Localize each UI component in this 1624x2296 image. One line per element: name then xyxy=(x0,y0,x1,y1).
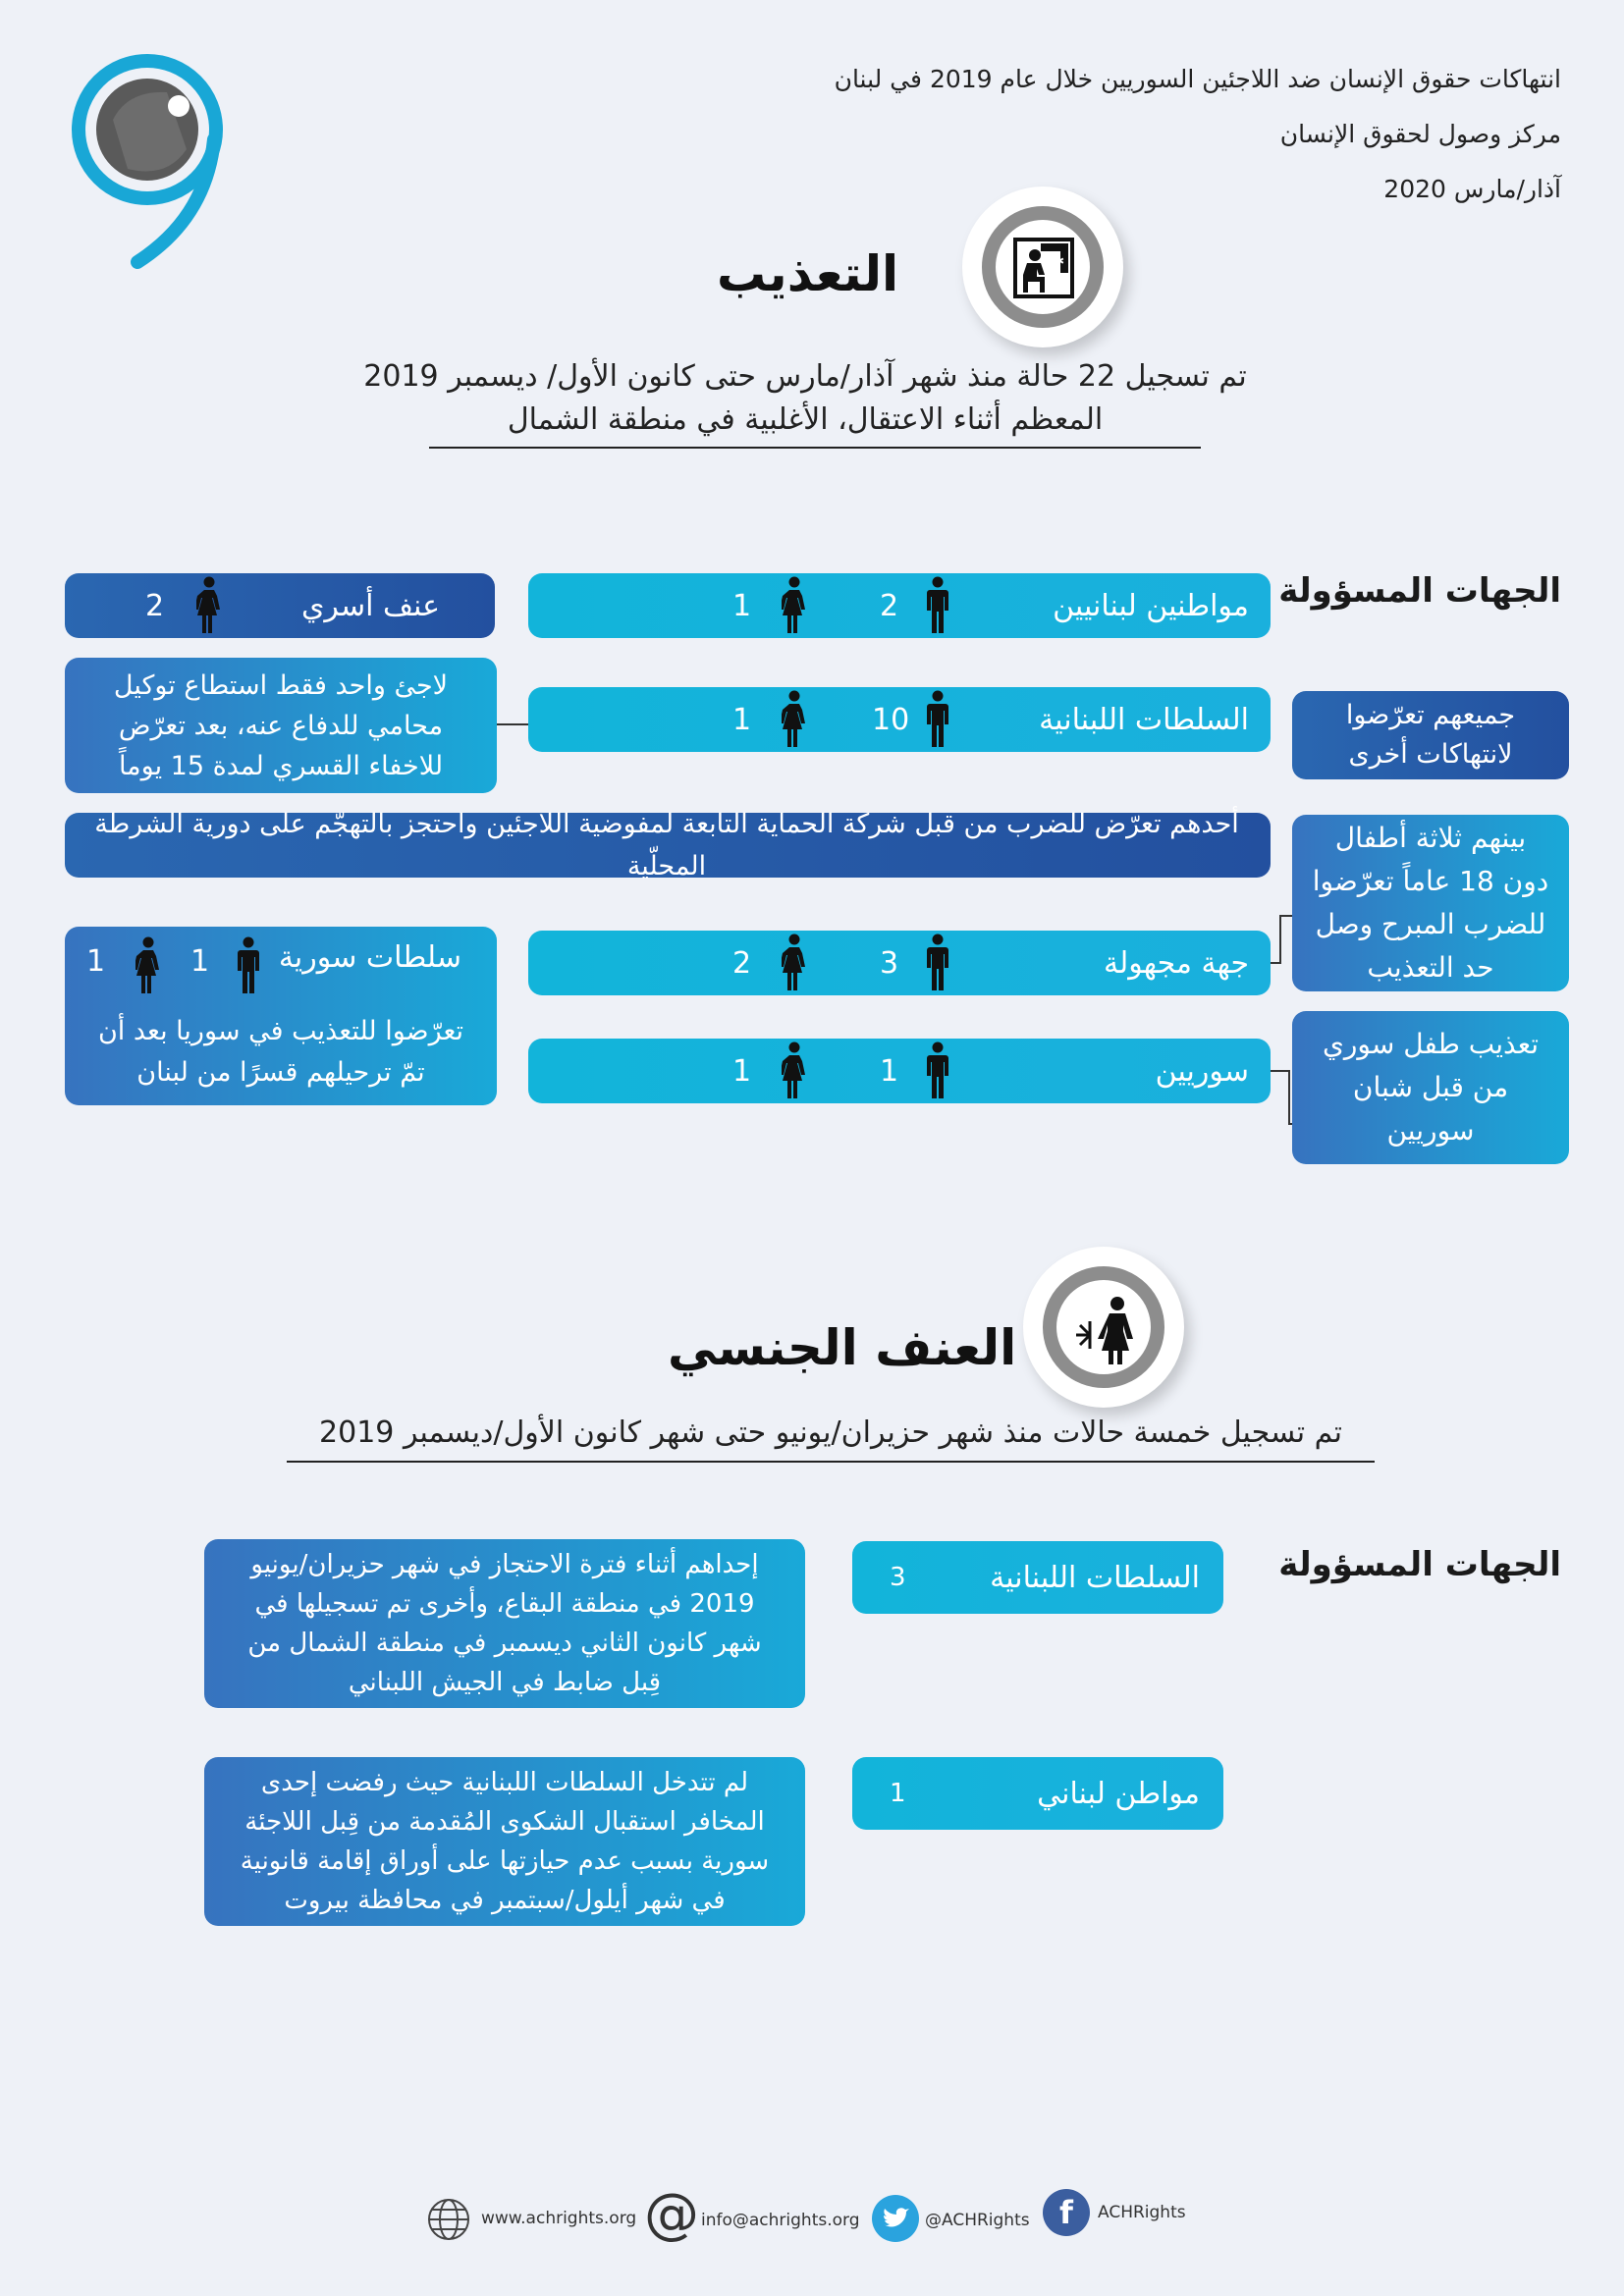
torture-domestic-violence xyxy=(65,573,495,638)
connector-line xyxy=(497,723,528,725)
header-report-title: انتهاكات حقوق الإنسان ضد اللاجئين السوريين خلال عام 2019 في لبنان xyxy=(834,65,1561,93)
man-icon xyxy=(925,934,950,992)
svg-text:✱: ✱ xyxy=(1055,254,1065,268)
row-label: سوريين xyxy=(1155,1053,1249,1089)
women-count: 1 xyxy=(732,588,752,623)
sexual-row-lebanese-citizen xyxy=(852,1757,1223,1830)
count: 3 xyxy=(890,1563,906,1592)
note-text: إحداهم أثناء فترة الاحتجاز في شهر حزيران/يونيو 2019 في منطقة البقاع، وأخرى تم تسجيلها في شهر كانون الثاني ديسمبر في منطقة الشمال من قِبل ضابط في الجيش اللبناني xyxy=(247,1550,762,1697)
row-label: جهة مجهولة xyxy=(1104,945,1249,981)
logo xyxy=(59,51,236,277)
woman-icon xyxy=(782,934,807,992)
torture-subtitle xyxy=(363,355,1247,442)
sexual-row-lebanese-authorities-note xyxy=(204,1539,805,1708)
globe-icon xyxy=(426,2197,471,2242)
row-label: مواطن لبناني xyxy=(1037,1776,1200,1811)
footer-website[interactable]: www.achrights.org xyxy=(481,2209,637,2228)
footer-facebook[interactable]: ACHRights xyxy=(1098,2203,1186,2222)
footer-twitter[interactable]: @ACHRights xyxy=(925,2211,1030,2230)
women-count: 2 xyxy=(732,945,752,981)
torture-row-lebanese-citizens xyxy=(528,573,1271,638)
man-icon xyxy=(925,690,950,749)
header-date: آذار/مارس 2020 xyxy=(1383,175,1561,203)
connector-line xyxy=(1279,915,1292,917)
torture-syrian-child-note xyxy=(1292,1011,1569,1164)
men-count: 10 xyxy=(872,702,910,737)
torture-syrian-authorities xyxy=(65,927,497,1105)
torture-unhcr-note xyxy=(65,809,1271,881)
woman-icon xyxy=(135,936,161,995)
man-icon xyxy=(236,936,261,995)
men-count: 2 xyxy=(880,588,899,623)
sexual-violence-subtitle-rule xyxy=(287,1461,1375,1463)
sexual-responsible-label: الجهات المسؤولة xyxy=(1278,1545,1561,1584)
torture-row-lebanese-authorities xyxy=(528,687,1271,752)
note-text: بينهم ثلاثة أطفال دون 18 عاماً تعرّضوا للضرب المبرح وصل حد التعذيب xyxy=(1312,822,1549,984)
torture-lawyer-note xyxy=(65,658,497,793)
connector-line xyxy=(1279,915,1281,964)
header-org-name: مركز وصول لحقوق الإنسان xyxy=(1279,120,1561,148)
facebook-icon: f xyxy=(1043,2189,1090,2236)
torture-title: التعذيب xyxy=(717,245,899,302)
torture-responsible-label: الجهات المسؤولة xyxy=(1278,571,1561,611)
row-label: مواطنين لبنانيين xyxy=(1053,588,1249,623)
men-count: 3 xyxy=(880,945,899,981)
torture-all-exposed-note xyxy=(1292,691,1569,779)
woman-icon xyxy=(782,576,807,635)
footer-email[interactable]: info@achrights.org xyxy=(701,2211,860,2230)
twitter-icon xyxy=(872,2195,919,2242)
count: 1 xyxy=(890,1779,906,1808)
torture-subtitle-rule xyxy=(429,447,1201,449)
sexual-violence-subtitle: تم تسجيل خمسة حالات منذ شهر حزيران/يونيو حتى شهر كانون الأول/ديسمبر 2019 xyxy=(319,1415,1342,1450)
torture-children-note xyxy=(1292,815,1569,991)
man-icon xyxy=(925,1041,950,1100)
note-text: لم تتدخل السلطات اللبنانية حيث رفضت إحدى المخافر استقبال الشكوى المُقدمة من قِبل اللاجئة سورية بسبب عدم حيازتها على أوراق إقامة قانونية في شهر أيلول/سبتمبر في محافظة بيروت xyxy=(240,1768,770,1915)
torture-subtitle-line1: تم تسجيل 22 حالة منذ شهر آذار/مارس حتى كانون الأول/ ديسمبر 2019 xyxy=(363,359,1247,394)
connector-line xyxy=(1271,1070,1290,1072)
row-label: السلطات اللبنانية xyxy=(1039,702,1249,737)
torture-row-unknown xyxy=(528,931,1271,995)
women-count: 1 xyxy=(86,944,106,979)
women-count: 1 xyxy=(732,702,752,737)
woman-icon xyxy=(782,1041,807,1100)
women-count: 2 xyxy=(145,588,165,623)
torture-subtitle-line2: المعظم أثناء الاعتقال، الأغلبية في منطقة الشمال xyxy=(507,402,1104,437)
sexual-row-lebanese-authorities xyxy=(852,1541,1223,1614)
sexual-violence-title: العنف الجنسي xyxy=(668,1319,1017,1376)
connector-line xyxy=(1288,1070,1290,1125)
sexual-row-lebanese-citizen-note xyxy=(204,1757,805,1926)
row-label: عنف أسري xyxy=(300,588,440,623)
note-text: تعرّضوا للتعذيب في سوريا بعد أن تمّ ترحيلهم قسرًا من لبنان xyxy=(97,1016,464,1088)
man-icon xyxy=(925,576,950,635)
row-label: السلطات اللبنانية xyxy=(990,1560,1200,1595)
torture-row-syrians xyxy=(528,1039,1271,1103)
row-label: سلطات سورية xyxy=(278,940,461,975)
note-text: أحدهم تعرّض للضرب من قبل شركة الحماية التابعة لمفوضية اللاجئين واحتجز بالتهجّم على دورية الشرطة المحلّية xyxy=(94,809,1239,881)
women-count: 1 xyxy=(732,1053,752,1089)
note-text: جميعهم تعرّضوا لانتهاكات أخرى xyxy=(1345,700,1516,770)
woman-icon xyxy=(196,576,222,635)
at-icon: @ xyxy=(644,2182,699,2246)
torture-icon xyxy=(962,187,1123,347)
sexual-violence-icon xyxy=(1023,1247,1184,1408)
note-text: تعذيب طفل سوري من قبل شبان سوريين xyxy=(1322,1028,1540,1147)
note-text: لاجئ واحد فقط استطاع توكيل محامي للدفاع عنه، بعد تعرّض للاخفاء القسري لمدة 15 يوماً xyxy=(113,669,449,781)
men-count: 1 xyxy=(880,1053,899,1089)
men-count: 1 xyxy=(190,944,210,979)
woman-icon xyxy=(782,690,807,749)
